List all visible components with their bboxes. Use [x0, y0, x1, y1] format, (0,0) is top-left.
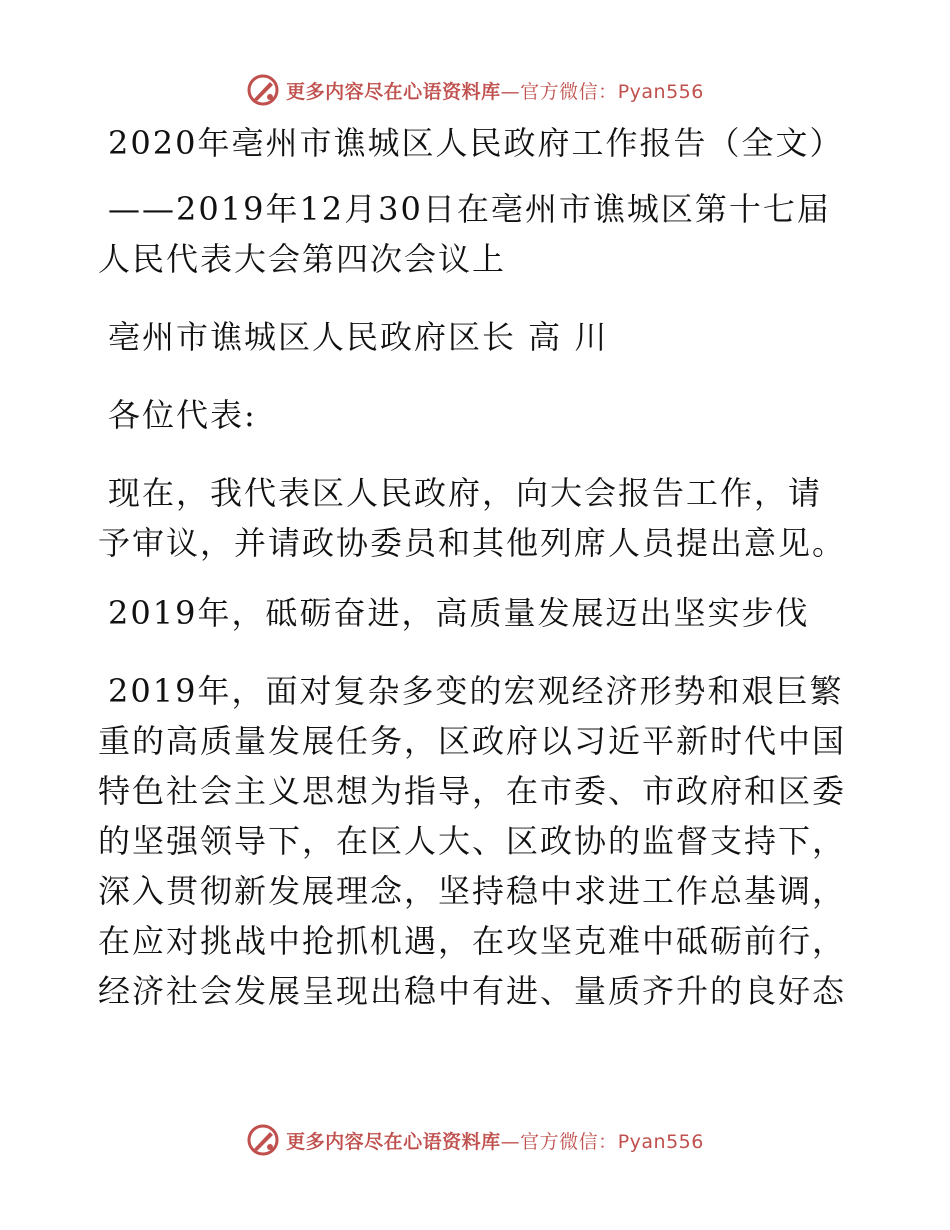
header-watermark — [0, 70, 950, 110]
salutation: 各位代表: — [108, 396, 257, 434]
author-line: 亳州市谯城区人民政府区长 高 川 — [108, 318, 609, 356]
quill-logo-icon — [246, 73, 280, 107]
document-subtitle: ——2019年12月30日在亳州市谯城区第十七届人民代表大会第四次会议上 — [98, 190, 831, 278]
document-title: 2020年亳州市谯城区人民政府工作报告（全文） — [108, 124, 844, 162]
body-paragraph: 2019年，面对复杂多变的宏观经济形势和艰巨繁重的高质量发展任务，区政府以习近平新时代中国特色社会主义思想为指导，在市委、市政府和区委的坚强领导下，在区人大、区政协的监督支持下，深入贯彻新发展理念，坚持稳中求进工作总基调，在应对挑战中抢抓机遇，在攻坚克难中砥砺前行，经济社会发展呈现出稳中有进、量质齐升的良好态 — [98, 672, 847, 1010]
watermark-text: 更多内容尽在心语资料库—官方微信：Pyan556 — [286, 1130, 704, 1153]
section-heading: 2019年，砥砺奋进，高质量发展迈出坚实步伐 — [108, 594, 810, 632]
watermark-text: 更多内容尽在心语资料库—官方微信：Pyan556 — [286, 80, 704, 103]
footer-watermark — [0, 1120, 950, 1160]
intro-paragraph: 现在，我代表区人民政府，向大会报告工作，请予审议，并请政协委员和其他列席人员提出意见。 — [98, 474, 847, 562]
quill-logo-icon — [246, 1123, 280, 1157]
document-body — [98, 118, 848, 1066]
